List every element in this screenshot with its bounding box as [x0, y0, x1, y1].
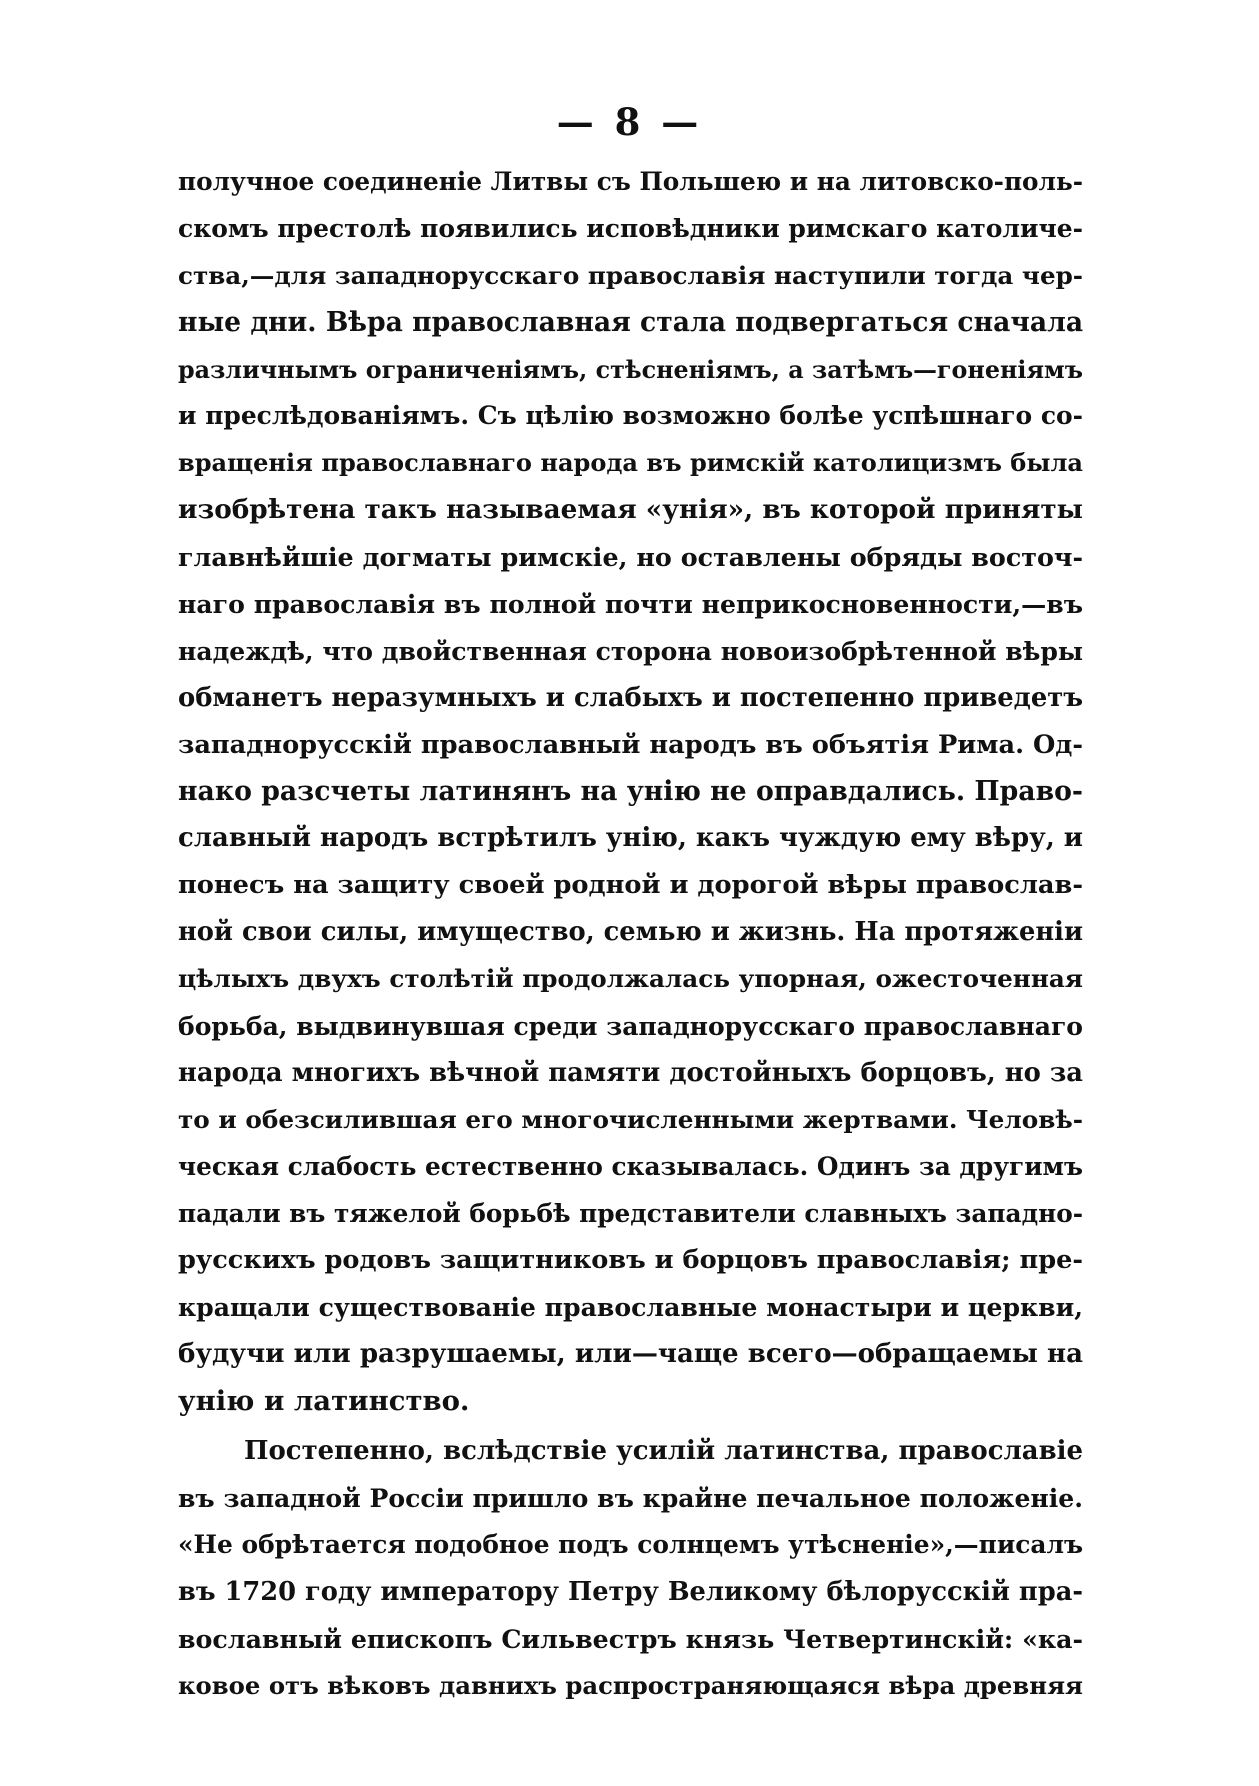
- text-line: ковое отъ вѣковъ давнихъ распространяющаяся вѣра древняя: [178, 1670, 1083, 1700]
- text-line: ства,—для западнорусскаго православія наступили тогда чер-: [178, 260, 1083, 290]
- text-line: русскихъ родовъ защитниковъ и борцовъ православія; пре-: [178, 1245, 1083, 1276]
- text-line: изобрѣтена такъ называемая «унія», въ которой приняты: [178, 494, 1083, 526]
- text-line: ной свои силы, имущество, семью и жизнь. На протяженіи: [178, 917, 1083, 948]
- text-line: падали въ тяжелой борьбѣ представители славныхъ западно-: [178, 1198, 1083, 1228]
- text-line: нако разсчеты латинянъ на унію не оправдались. Право-: [178, 775, 1083, 807]
- text-line: обманетъ неразумныхъ и слабыхъ и постепенно приведетъ: [178, 682, 1083, 713]
- body-text: [178, 159, 1083, 1709]
- text-line: унію и латинство.: [178, 1385, 470, 1418]
- text-line: кращали существованіе православные монастыри и церкви,: [178, 1292, 1083, 1323]
- text-line: ные дни. Вѣра православная стала подвергаться сначала: [178, 306, 1083, 338]
- text-line: Постепенно, вслѣдствіе усилій латинства, православіе: [244, 1436, 1083, 1467]
- text-line: различнымъ ограниченіямъ, стѣсненіямъ, а затѣмъ—гоненіямъ: [178, 355, 1083, 384]
- paragraph-1: [178, 159, 1083, 1425]
- text-line: въ западной Россіи пришло въ крайне печальное положеніе.: [178, 1482, 1083, 1513]
- paragraph-2: [178, 1428, 1083, 1709]
- text-line: скомъ престолѣ появились исповѣдники римскаго католиче-: [178, 213, 1083, 243]
- text-line: вославный епископъ Сильвестръ князь Четвертинскій: «ка-: [178, 1623, 1083, 1654]
- text-line: ческая слабость естественно сказывалась. Одинъ за другимъ: [178, 1151, 1083, 1181]
- text-line: то и обезсилившая его многочисленными жертвами. Человѣ-: [178, 1104, 1083, 1134]
- text-line: надеждѣ, что двойственная сторона новоизобрѣтенной вѣры: [178, 635, 1083, 666]
- text-line: будучи или разрушаемы, или—чаще всего—обращаемы на: [178, 1339, 1083, 1370]
- text-line: понесъ на защиту своей родной и дорогой вѣры православ-: [178, 870, 1083, 901]
- text-line: народа многихъ вѣчной памяти достойныхъ борцовъ, но за: [178, 1057, 1083, 1088]
- text-line: въ 1720 году императору Петру Великому бѣлорусскій пра-: [178, 1576, 1083, 1607]
- page-number: — 8 —: [556, 100, 703, 144]
- text-line: «Не обрѣтается подобное подъ солнцемъ утѣсненіе»,—писалъ: [178, 1529, 1083, 1559]
- text-line: борьба, выдвинувшая среди западнорусскаго православнаго: [178, 1011, 1083, 1042]
- text-line: цѣлыхъ двухъ столѣтій продолжалась упорная, ожесточенная: [178, 964, 1083, 994]
- text-line: наго православія въ полной почти неприкосновенности,—въ: [178, 589, 1083, 620]
- text-line: получное соединеніе Литвы съ Польшею и на литовско-поль-: [178, 167, 1083, 196]
- text-line: главнѣйшіе догматы римскіе, но оставлены обряды восточ-: [178, 542, 1083, 573]
- text-line: вращенія православнаго народа въ римскій католицизмъ была: [178, 448, 1083, 478]
- text-line: западнорусскій православный народъ въ объятія Рима. Од-: [178, 729, 1083, 760]
- text-line: славный народъ встрѣтилъ унію, какъ чуждую ему вѣру, и: [178, 823, 1083, 854]
- text-line: и преслѣдованіямъ. Съ цѣлію возможно болѣе успѣшнаго со-: [178, 401, 1083, 431]
